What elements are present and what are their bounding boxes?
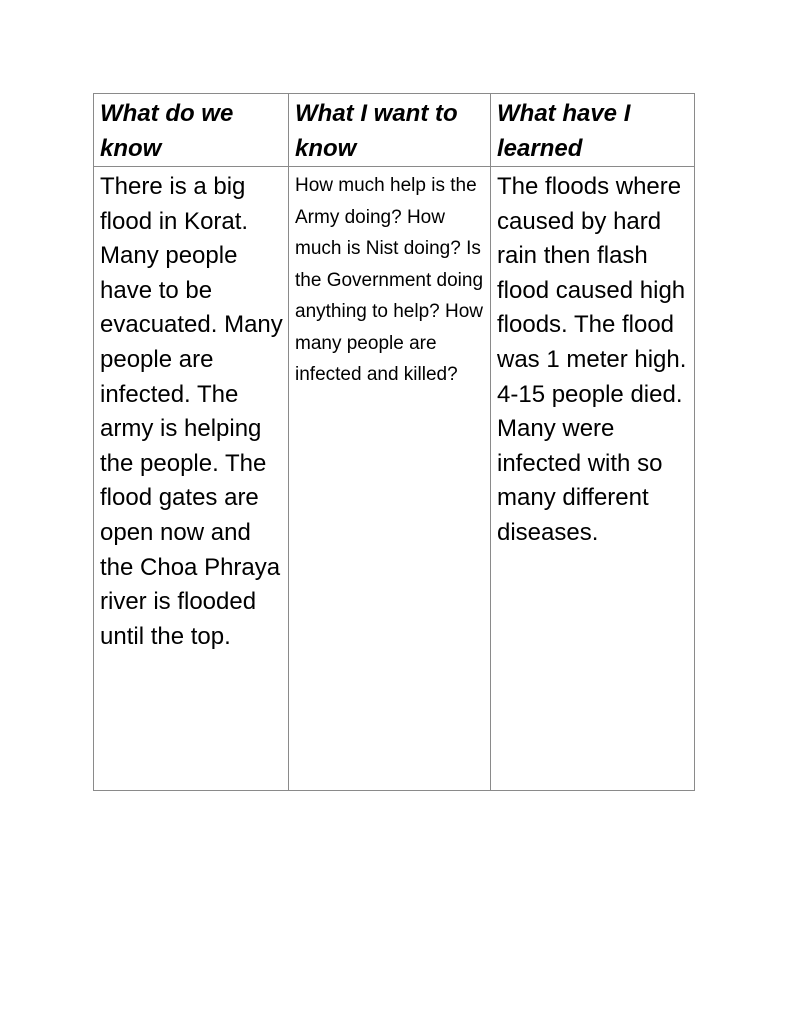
cell-want-to-know: How much help is the Army doing? How much is Nist doing? Is the Government doing anything to help? How many people are infected and killed?: [289, 167, 491, 791]
kwl-chart-table: [93, 93, 695, 791]
header-learned: What have I learned: [491, 94, 695, 167]
header-want-to-know: What I want to know: [289, 94, 491, 167]
content-row: [94, 167, 695, 791]
header-know: What do we know: [94, 94, 289, 167]
cell-know: There is a big flood in Korat. Many people have to be evacuated. Many people are infected. The army is helping the people. The flood gates are open now and the Choa Phraya river is flooded until the top.: [94, 167, 289, 791]
header-row: [94, 94, 695, 167]
cell-learned: The floods where caused by hard rain then flash flood caused high floods. The flood was 1 meter high. 4-15 people died. Many were infected with so many different diseases.: [491, 167, 695, 791]
